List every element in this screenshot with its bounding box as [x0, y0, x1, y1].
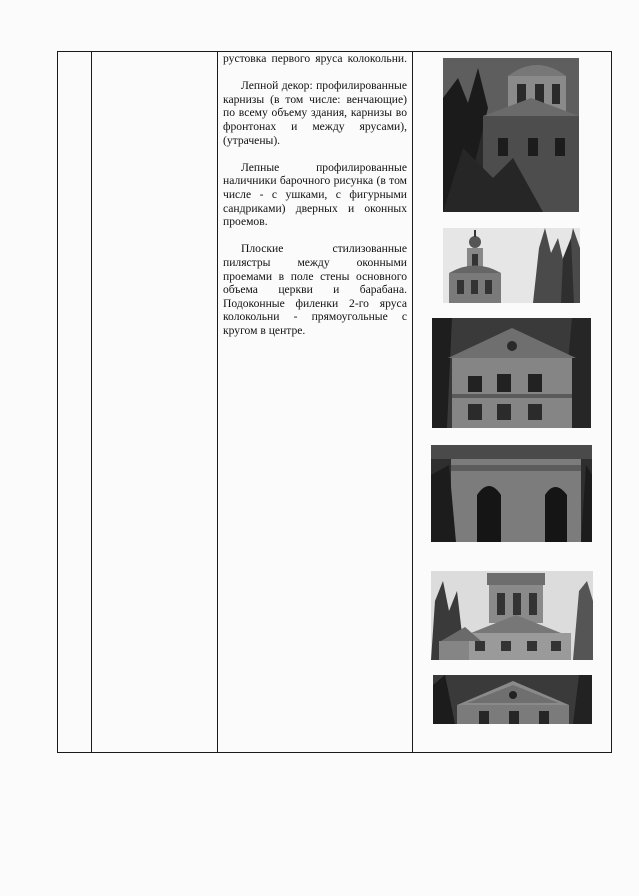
photo-bell-tower-top — [443, 228, 580, 303]
table-col-border-2 — [91, 51, 92, 753]
table-col-border-1 — [57, 51, 58, 753]
table-bottom-border — [57, 752, 612, 753]
paragraph-rustication: рустовка первого яруса колокольни. — [223, 52, 407, 65]
paragraph-pilasters: Плоские стилизованные пилястры между оконными проемами в поле стены основного объема церкви и барабана. Подоконные филенки 2-го яруса колокольни - прямоугольные с кругом в центре. — [223, 242, 407, 337]
photo-ruined-bell-tower — [443, 58, 579, 212]
paragraph-window-surrounds: Лепные профилированные наличники барочного рисунка (в том числе - с ушками, с фигурными сандриками) дверных и оконных проемов. — [223, 160, 407, 229]
table-col-border-3 — [217, 51, 218, 753]
photo-arched-openings — [431, 445, 592, 542]
paragraph-stucco-decor: Лепной декор: профилированные карнизы (в том числе: венчающие) по всему объему здания, карнизы во фронтонах и между ярусами), (утрачены). — [223, 79, 407, 147]
photo-church-pediment — [432, 318, 591, 428]
photo-church-with-drum — [431, 571, 593, 660]
description-cell — [223, 52, 407, 351]
table-col-border-5 — [611, 51, 612, 753]
photo-pediment-fragment — [433, 675, 592, 724]
table-col-border-4 — [412, 51, 413, 753]
